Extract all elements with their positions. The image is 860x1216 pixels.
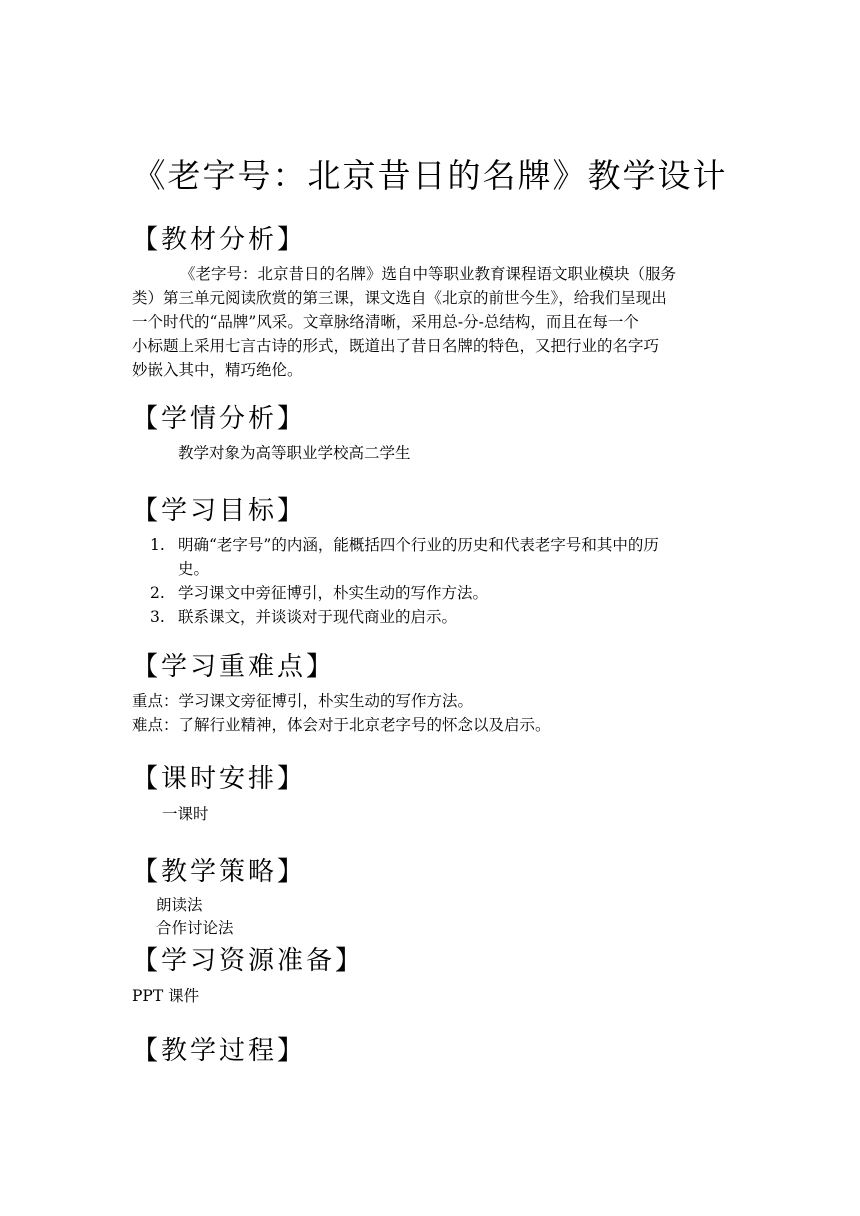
paragraph-line: 《老字号：北京昔日的名牌》选自中等职业教育课程语文职业模块（服务: [180, 265, 677, 283]
learning-objectives-list: [150, 533, 740, 629]
learner-analysis-text: 教学对象为高等职业学校高二学生: [178, 444, 411, 462]
paragraph-line: 小标题上采用七言古诗的形式，既道出了昔日名牌的特色，又把行业的名字巧: [132, 337, 660, 355]
class-schedule-text: 一课时: [162, 805, 209, 823]
document-title: 《老字号：北京昔日的名牌》教学设计: [132, 156, 728, 196]
section-heading-learning-resources: 【学习资源准备】: [132, 946, 365, 976]
list-item-text: 联系课文，并谈谈对于现代商业的启示。: [178, 608, 458, 626]
list-item-text-continued: 史。: [178, 560, 210, 578]
teaching-method-item: 朗读法: [156, 896, 203, 914]
section-heading-learning-objectives: 【学习目标】: [132, 496, 307, 526]
textbook-analysis-paragraph: [132, 262, 732, 382]
list-item: [150, 581, 740, 605]
difficult-point-text: 难点：了解行业精神，体会对于北京老字号的怀念以及启示。: [132, 716, 551, 734]
learning-resources-text: PPT 课件: [132, 987, 200, 1005]
list-item: [150, 533, 740, 581]
list-item-number: 3.: [150, 608, 165, 626]
list-item-number: 2.: [150, 584, 165, 602]
teaching-method-item: 合作讨论法: [156, 919, 234, 937]
list-item-number: 1.: [150, 536, 165, 554]
section-heading-learner-analysis: 【学情分析】: [132, 404, 307, 434]
list-item-text: 学习课文中旁征博引，朴实生动的写作方法。: [178, 584, 489, 602]
section-heading-key-difficult-points: 【学习重难点】: [132, 652, 336, 682]
paragraph-line: 类）第三单元阅读欣赏的第三课，课文选自《北京的前世今生》，给我们呈现出: [132, 289, 667, 307]
paragraph-line: 妙嵌入其中，精巧绝伦。: [132, 361, 303, 379]
list-item-text: 明确“老字号”的内涵，能概括四个行业的历史和代表老字号和其中的历: [178, 536, 659, 554]
list-item: [150, 605, 740, 629]
paragraph-line: 一个时代的“品牌”风采。文章脉络清晰，采用总-分-总结构，而且在每一个: [132, 313, 639, 331]
section-heading-teaching-process: 【教学过程】: [132, 1036, 307, 1066]
section-heading-teaching-strategy: 【教学策略】: [132, 857, 307, 887]
section-heading-textbook-analysis: 【教材分析】: [132, 225, 307, 255]
section-heading-class-schedule: 【课时安排】: [132, 764, 307, 794]
key-point-text: 重点：学习课文旁征博引，朴实生动的写作方法。: [132, 692, 474, 710]
